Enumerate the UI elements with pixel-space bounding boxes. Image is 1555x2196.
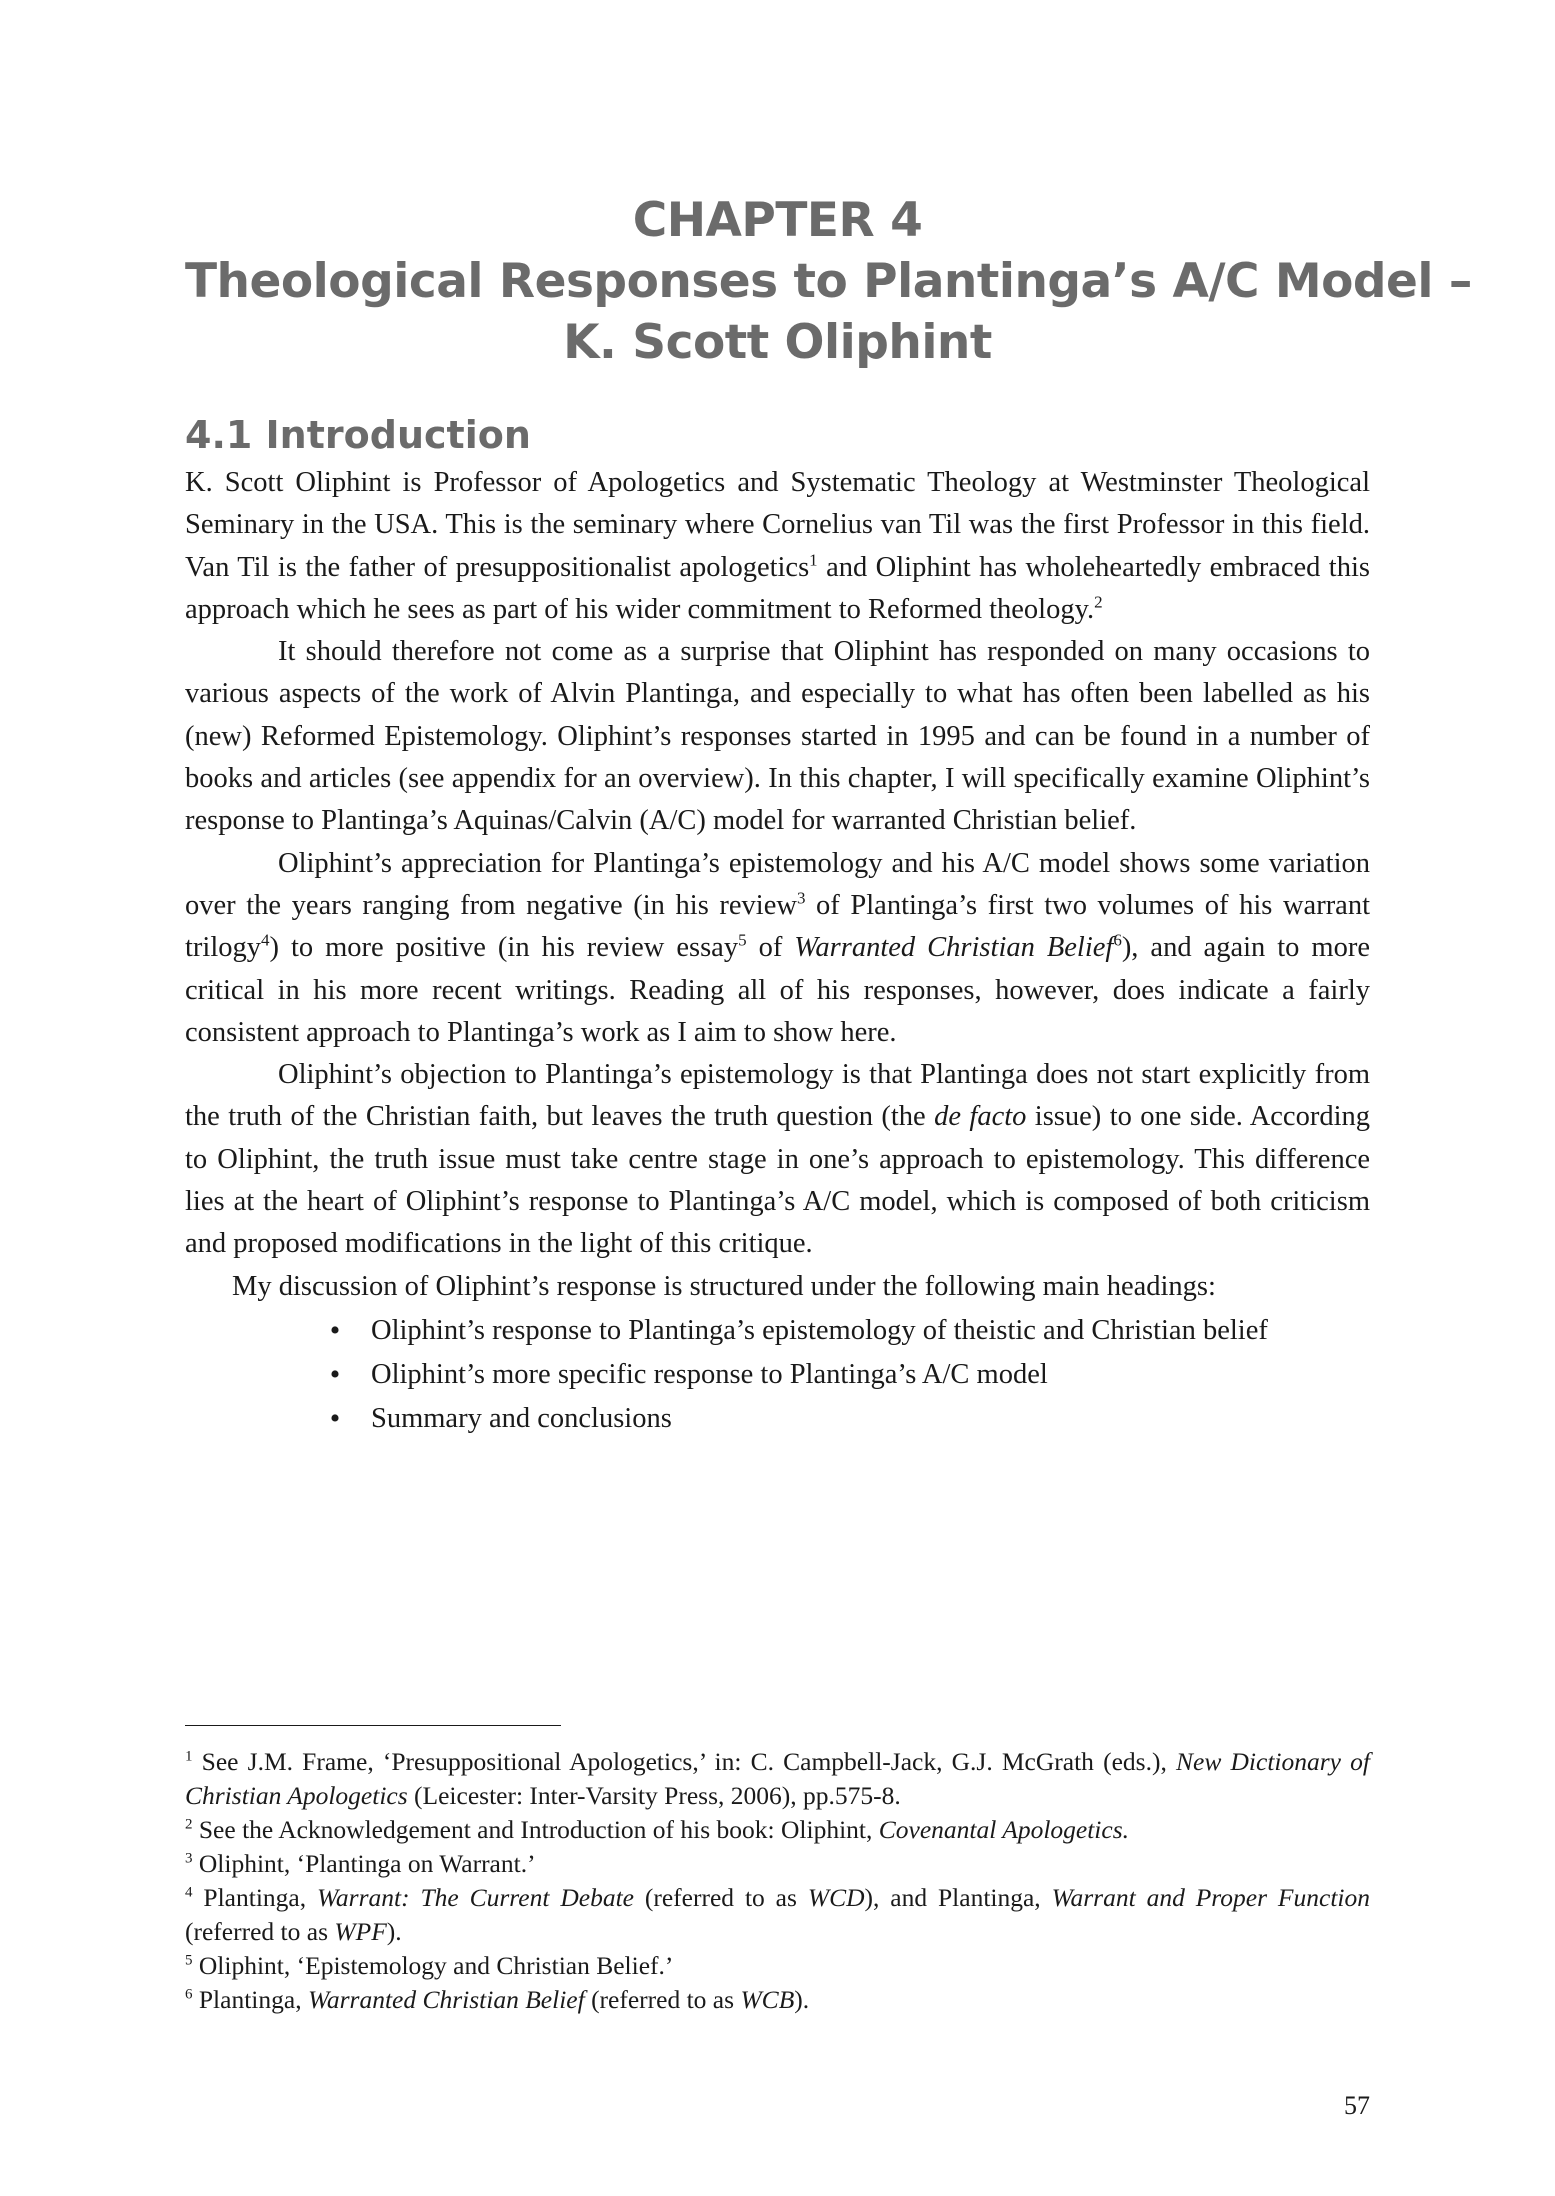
paragraph-5: My discussion of Oliphint’s response is structured under the following main headings: bbox=[232, 1270, 1216, 1302]
section-heading: 4.1 Introduction bbox=[185, 413, 531, 457]
list-item: • Oliphint’s response to Plantinga’s epistemology of theistic and Christian belief bbox=[371, 1310, 1370, 1352]
chapter-heading bbox=[185, 190, 1472, 373]
chapter-label: CHAPTER 4 bbox=[632, 193, 923, 248]
chapter-title-line-1: Theological Responses to Plantinga’s A/C Model – bbox=[185, 254, 1472, 309]
footnote-ref-3: 3 bbox=[796, 888, 806, 908]
paragraph-2: It should therefore not come as a surprise that Oliphint has responded on many occasions to various aspects of the work of Alvin Plantinga, and especially to what has often been labelled as his (new) Reformed Epistemology. Oliphint’s responses started in 1995 and can be found in a number of books and articles (see appendix for an overview). In this chapter, I will specifically examine Oliphint’s response to Plantinga’s Aquinas/Calvin (A/C) model for warranted Christian belief. bbox=[185, 636, 1370, 837]
footnote-1: $^1$ See J.M. Frame, ‘Presuppositional Apologetics,’ in: C. Campbell-Jack, G.J. McGrath (eds.), New Dictionary of Christian Apologetics (Leicester: Inter-Varsity Press, 2006), pp.575-8. bbox=[185, 1747, 1370, 1810]
footnote-ref-1: 1 bbox=[809, 550, 818, 570]
paragraph-1: K. Scott Oliphint is Professor of Apologetics and Systematic Theology at Westminster Theological Seminary in the USA. This is the seminary where Cornelius van Til was the first Professor in this field. Van Til is the father of presuppositionalist apologetics$^1$ and Oliphint has wholeheartedly embraced this approach which he sees as part of his wider commitment to Reformed theology.$^2$ bbox=[185, 467, 1370, 625]
footnote-6: $^6$ Plantinga, Warranted Christian Belief (referred to as WCB). bbox=[185, 1985, 810, 2014]
bullet-icon: • bbox=[329, 1313, 341, 1347]
footnote-2: $^2$ See the Acknowledgement and Introduction of his book: Oliphint, Covenantal Apologetics. bbox=[185, 1815, 1130, 1844]
list-item: • Oliphint’s more specific response to Plantinga’s A/C model bbox=[371, 1354, 1370, 1396]
bullet-icon: • bbox=[329, 1357, 341, 1391]
paragraph-4: Oliphint’s objection to Plantinga’s epistemology is that Plantinga does not start explicitly from the truth of the Christian faith, but leaves the truth question (the de facto issue) to one side. According to Oliphint, the truth issue must take centre stage in one’s approach to epistemology. This difference lies at the heart of Oliphint’s response to Plantinga’s A/C model, which is composed of both criticism and proposed modifications in the light of this critique. bbox=[185, 1059, 1370, 1260]
footnotes bbox=[185, 1745, 1370, 2017]
body-text bbox=[185, 462, 1370, 1442]
list-item: • Summary and conclusions bbox=[371, 1398, 1370, 1440]
footnote-ref-6: 6 bbox=[1113, 930, 1122, 950]
footnote-divider bbox=[185, 1725, 561, 1726]
footnote-5: $^5$ Oliphint, ‘Epistemology and Christian Belief.’ bbox=[185, 1951, 674, 1980]
heading-list bbox=[185, 1310, 1370, 1440]
footnote-ref-4: 4 bbox=[261, 930, 270, 950]
page-number: 57 bbox=[1344, 2091, 1370, 2120]
chapter-title-line-2: K. Scott Oliphint bbox=[563, 315, 992, 370]
paragraph-3: Oliphint’s appreciation for Plantinga’s epistemology and his A/C model shows some variation over the years ranging from negative (in his review$^3$ of Plantinga’s first two volumes of his warrant trilogy$^4$) to more positive (in his review essay$^5$ of Warranted Christian Belief$^6$), and again to more critical in his more recent writings. Reading all of his responses, however, does indicate a fairly consistent approach to Plantinga’s work as I aim to show here. bbox=[185, 847, 1370, 1048]
bullet-icon: • bbox=[329, 1401, 341, 1435]
footnote-4: $^4$ Plantinga, Warrant: The Current Debate (referred to as WCD), and Plantinga, Warrant and Proper Function (referred to as WPF). bbox=[185, 1883, 1370, 1946]
footnote-ref-2: 2 bbox=[1094, 592, 1103, 612]
footnote-3: $^3$ Oliphint, ‘Plantinga on Warrant.’ bbox=[185, 1849, 536, 1878]
footnote-ref-5: 5 bbox=[738, 930, 747, 950]
